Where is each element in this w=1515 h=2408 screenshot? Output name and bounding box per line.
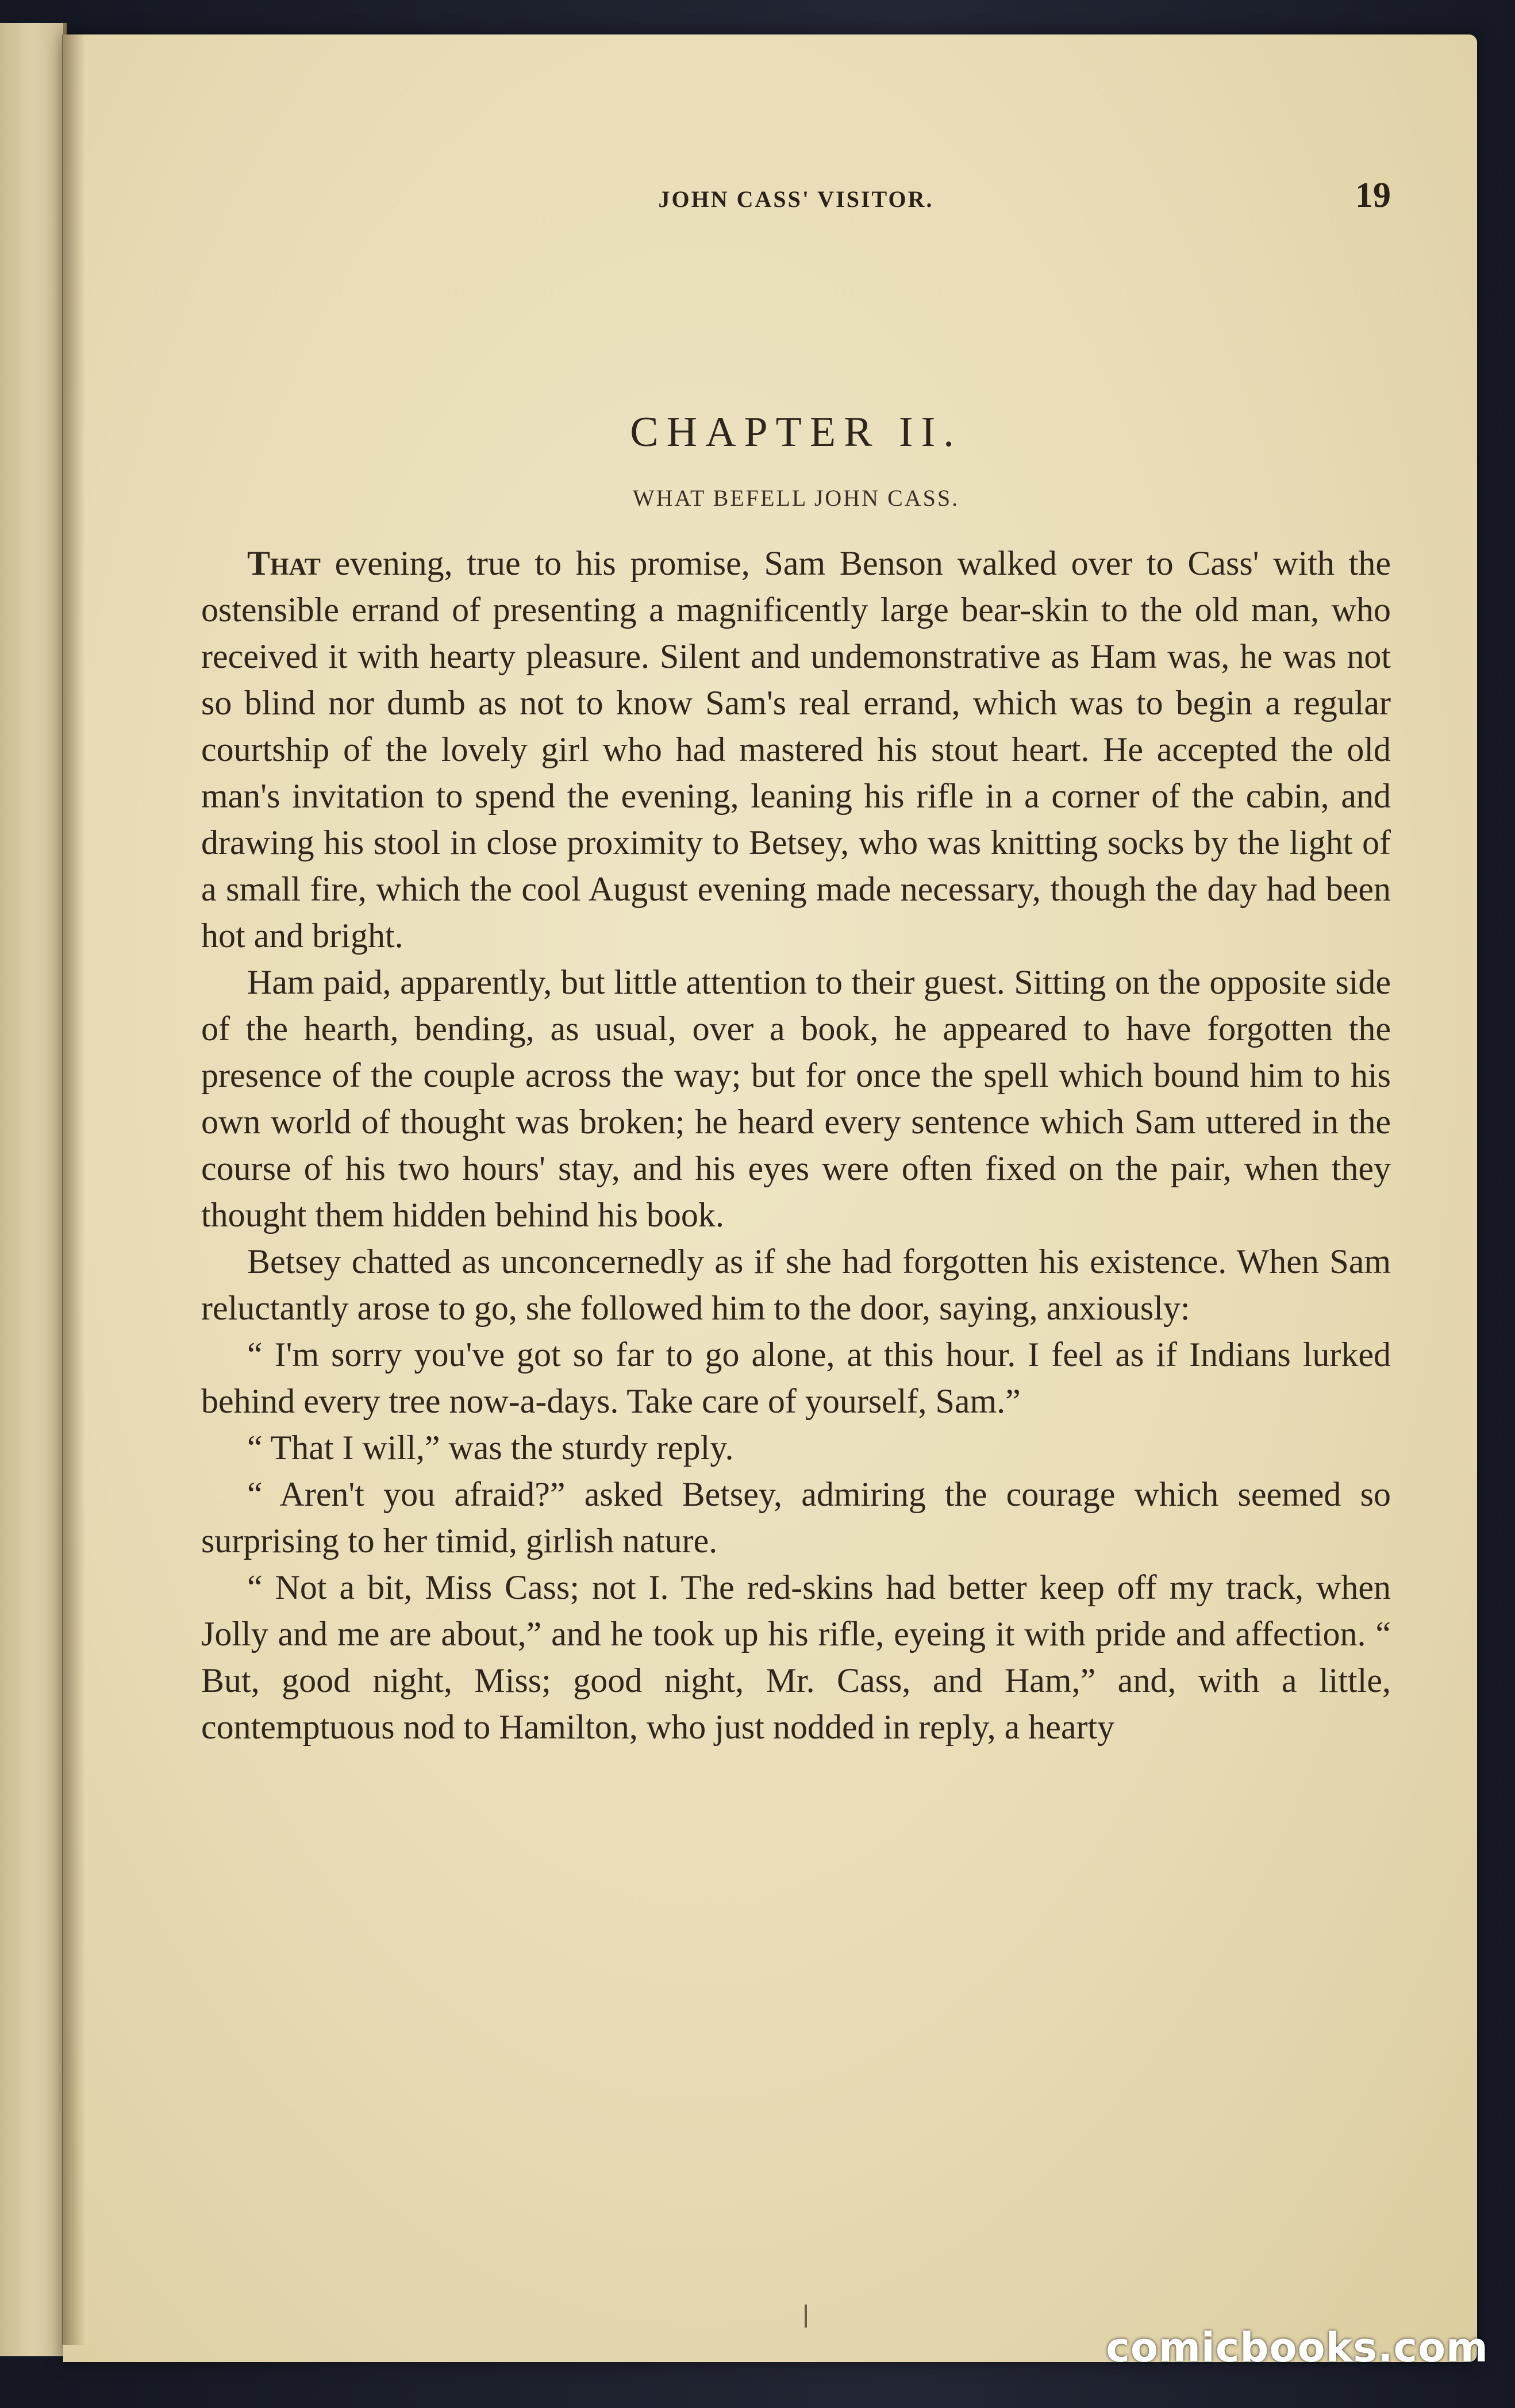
chapter-subtitle: WHAT BEFELL JOHN CASS.	[632, 485, 960, 511]
page-content	[201, 175, 1391, 1751]
first-word: That	[247, 544, 321, 582]
body-text	[201, 540, 1391, 1751]
previous-page-edge	[0, 23, 67, 2356]
paragraph: “ Aren't you afraid?” asked Betsey, admiring the courage which seemed so surprising to her timid, girlish nature.	[201, 1475, 1391, 1560]
paragraph: “ Not a bit, Miss Cass; not I. The red-skins had better keep off my track, when Jolly and me are about,” and he took up his rifle, eyeing it with pride and affection. “ But, good night, Miss; good night, Mr. Cass, and Ham,” and, with a little, contemptuous nod to Hamilton, who just nodded in reply, a hearty	[201, 1568, 1391, 1746]
book-page	[63, 34, 1477, 2362]
paragraph-text: evening, true to his promise, Sam Benson walked over to Cass' with the ostensible errand of presenting a magnificently large bear-skin to the old man, who received it with hearty pleasure. Silent and undemonstrative as Ham was, he was not so blind nor dumb as not to know Sam's real errand, which was to begin a regular courtship of the lovely girl who had mastered his stout heart. He accepted the old man's invitation to spend the evening, leaning his rifle in a corner of the cabin, and drawing his stool in close proximity to Betsey, who was knitting socks by the light of a small fire, which the cool August evening made necessary, though the day had been hot and bright.	[201, 544, 1391, 955]
paragraph: “ I'm sorry you've got so far to go alone, at this hour. I feel as if Indians lurked behind every tree now-a-days. Take care of yourself, Sam.”	[201, 1336, 1391, 1420]
running-head	[201, 175, 1391, 216]
paragraph: “ That I will,” was the sturdy reply.	[247, 1429, 734, 1467]
page-number: 19	[1355, 176, 1391, 215]
chapter-title: CHAPTER II.	[630, 409, 962, 456]
running-title: JOHN CASS' VISITOR.	[658, 186, 934, 212]
paragraph	[201, 540, 1391, 959]
watermark-logo: comicbooks.com	[1106, 2324, 1489, 2371]
paragraph: Ham paid, apparently, but little attention to their guest. Sitting on the opposite side of the hearth, bending, as usual, over a book, he appeared to have forgotten the presence of the couple across the way; but for once the spell which bound him to his own world of thought was broken; he heard every sentence which Sam uttered in the course of his two hours' stay, and his eyes were often fixed on the pair, when they thought them hidden behind his book.	[201, 963, 1391, 1234]
spine-shadow	[62, 34, 85, 2345]
page-mark	[805, 2305, 807, 2328]
paragraph: Betsey chatted as unconcernedly as if she had forgotten his existence. When Sam reluctantly arose to go, she followed him to the door, saying, anxiously:	[201, 1243, 1391, 1327]
